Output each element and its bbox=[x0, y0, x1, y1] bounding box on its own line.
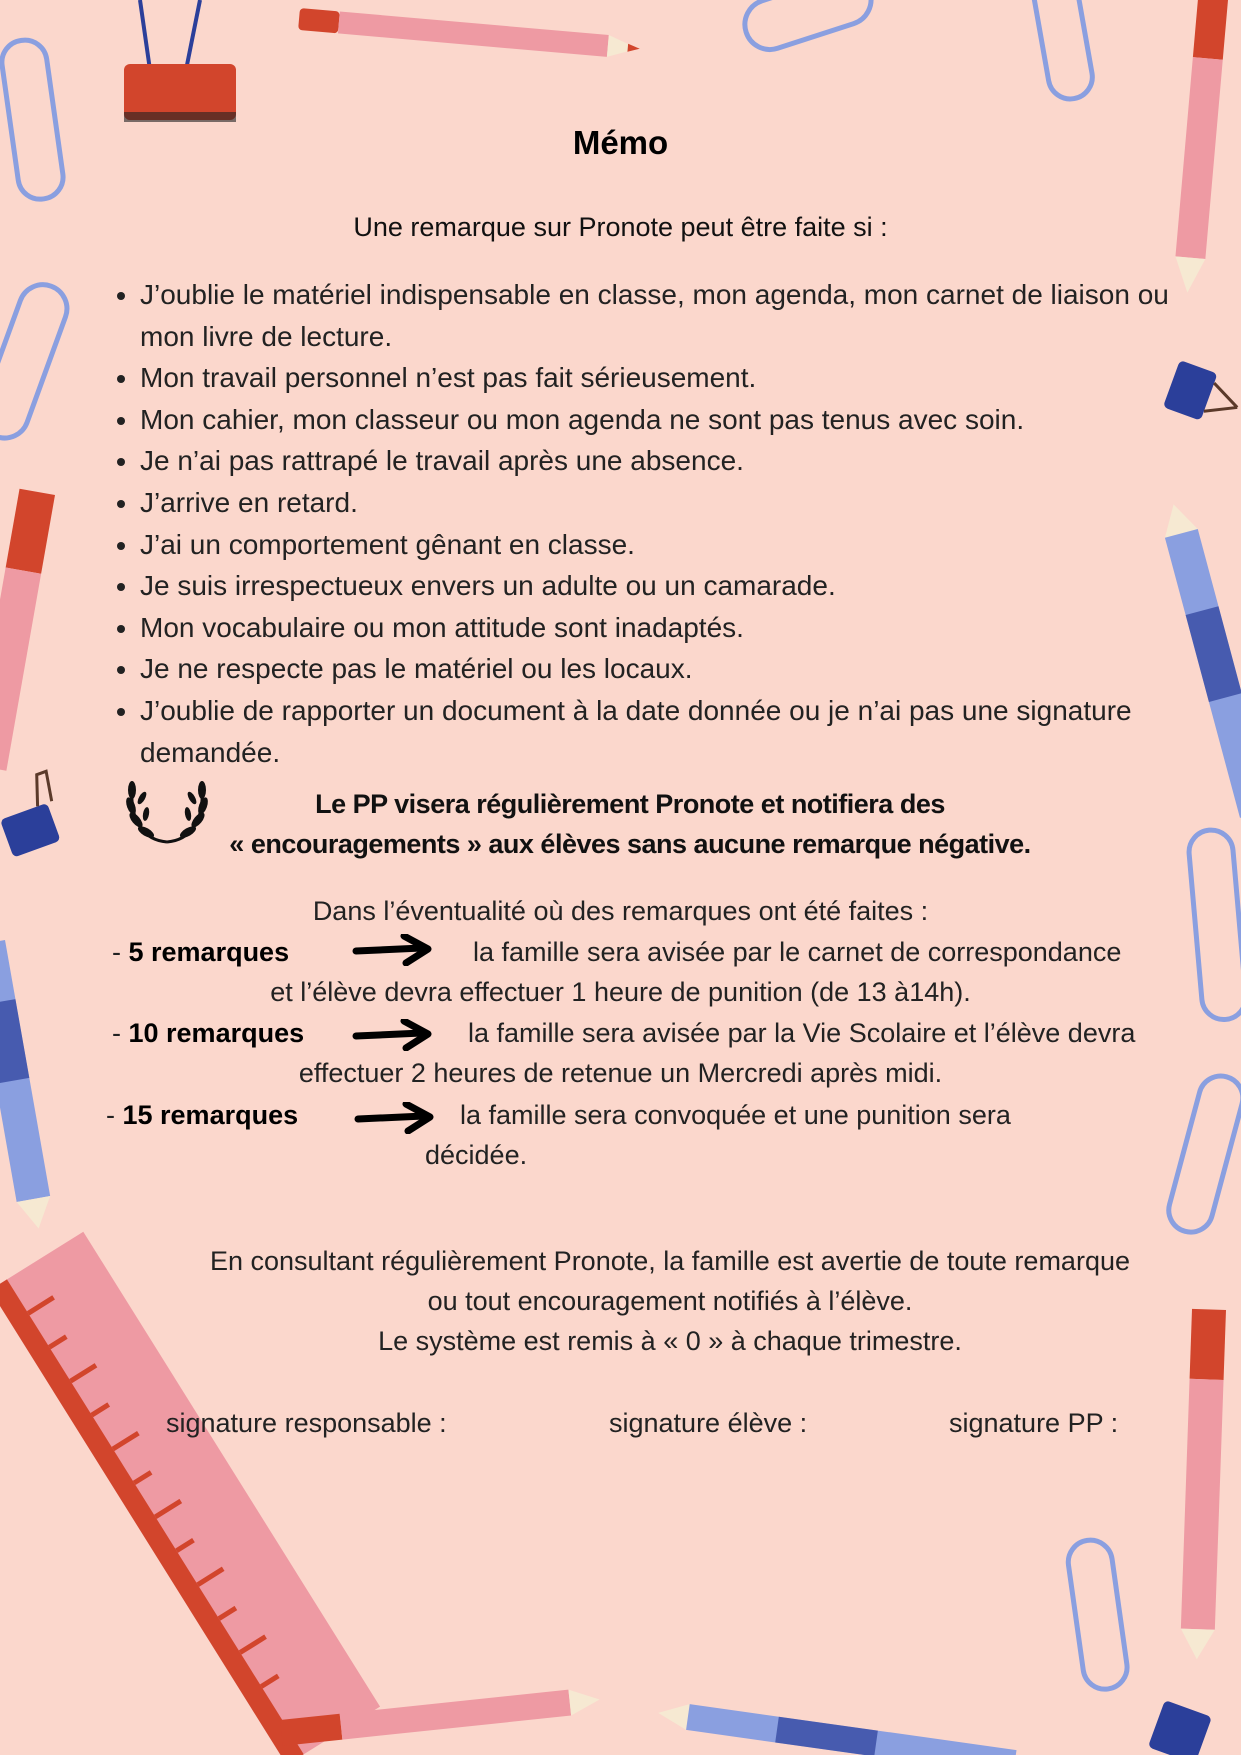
consequences-heading: Dans l’éventualité où des remarques ont été faites : bbox=[312, 896, 929, 926]
footer-note bbox=[120, 1241, 1220, 1361]
list-item: • Je n’ai pas rattrapé le travail après une absence. bbox=[140, 440, 1180, 482]
arrow-right-icon bbox=[352, 934, 434, 966]
consequence-label: - 10 remarques bbox=[112, 1018, 305, 1048]
encouragement-line: Le PP visera régulièrement Pronote et notifiera des bbox=[315, 789, 945, 819]
list-item: • J’oublie de rapporter un document à la date donnée ou je n’ai pas une signature demandée. bbox=[140, 690, 1180, 773]
arrow-right-icon bbox=[354, 1102, 436, 1134]
list-item: • Je ne respecte pas le matériel ou les locaux. bbox=[140, 648, 1180, 690]
signature-student-label: signature élève : bbox=[609, 1408, 808, 1438]
consequence-text: la famille sera avisée par le carnet de correspondance bbox=[473, 937, 1122, 967]
list-item: • J’arrive en retard. bbox=[140, 482, 1180, 524]
consequence-label: - 15 remarques bbox=[106, 1100, 299, 1130]
consequence-text: effectuer 2 heures de retenue un Mercredi après midi. bbox=[298, 1058, 943, 1088]
arrow-right-icon bbox=[352, 1019, 434, 1051]
consequence-text: décidée. bbox=[425, 1140, 528, 1170]
consequence-text: la famille sera convoquée et une punition sera bbox=[460, 1100, 1011, 1130]
consequence-label: - 5 remarques bbox=[112, 937, 290, 967]
list-item: • Mon cahier, mon classeur ou mon agenda ne sont pas tenus avec soin. bbox=[140, 399, 1180, 441]
page-title: Mémo bbox=[572, 124, 669, 161]
signature-parent-label: signature responsable : bbox=[166, 1408, 447, 1438]
footer-line: Le système est remis à « 0 » à chaque trimestre. bbox=[378, 1326, 962, 1356]
encouragement-notice bbox=[180, 784, 1080, 864]
consequence-text: et l’élève devra effectuer 1 heure de punition (de 13 à14h). bbox=[270, 977, 971, 1007]
list-item: • Je suis irrespectueux envers un adulte ou un camarade. bbox=[140, 565, 1180, 607]
signature-teacher-label: signature PP : bbox=[949, 1408, 1119, 1438]
consequence-text: la famille sera avisée par la Vie Scolaire et l’élève devra bbox=[468, 1018, 1136, 1048]
list-item: • Mon vocabulaire ou mon attitude sont inadaptés. bbox=[140, 607, 1180, 649]
list-item: • J’ai un comportement gênant en classe. bbox=[140, 524, 1180, 566]
footer-line: En consultant régulièrement Pronote, la famille est avertie de toute remarque bbox=[209, 1246, 1130, 1276]
rules-list bbox=[100, 274, 1180, 773]
list-item: • Mon travail personnel n’est pas fait sérieusement. bbox=[140, 357, 1180, 399]
encouragement-line: « encouragements » aux élèves sans aucune remarque négative. bbox=[229, 829, 1031, 859]
list-item: • J’oublie le matériel indispensable en classe, mon agenda, mon carnet de liaison ou mon livre de lecture. bbox=[140, 274, 1180, 357]
footer-line: ou tout encouragement notifiés à l’élève. bbox=[427, 1286, 913, 1316]
intro-text: Une remarque sur Pronote peut être faite si : bbox=[353, 212, 888, 242]
